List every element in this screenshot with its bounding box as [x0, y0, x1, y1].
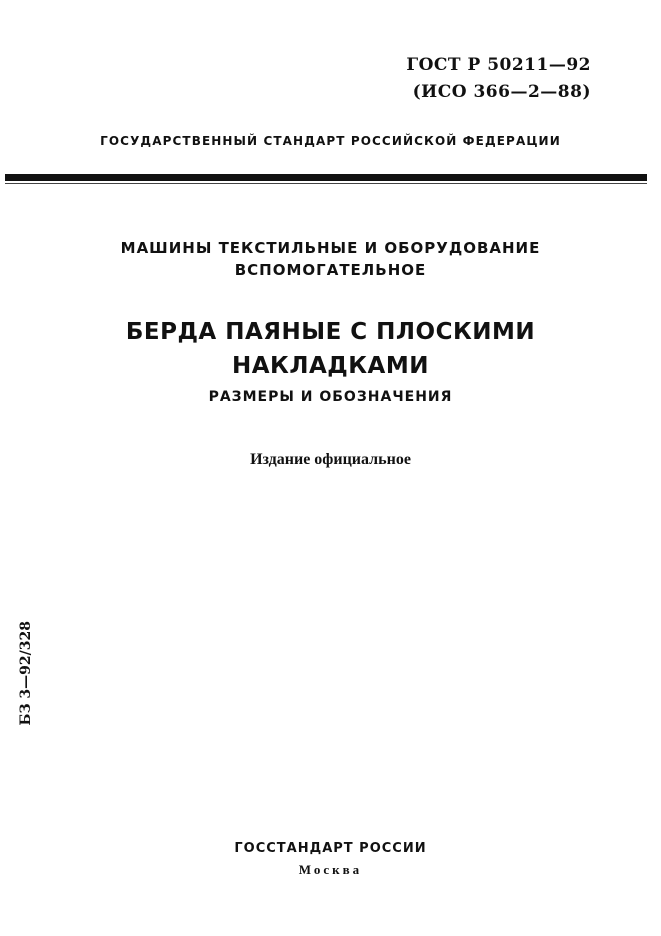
category-line-1: МАШИНЫ ТЕКСТИЛЬНЫЕ И ОБОРУДОВАНИЕ: [120, 239, 541, 257]
header-rule-thick: [5, 174, 647, 181]
side-code: БЗ 3—92/328: [18, 621, 34, 726]
standard-designation: [406, 52, 591, 106]
main-title-line-1: БЕРДА ПАЯНЫЕ С ПЛОСКИМИ: [125, 319, 536, 345]
gost-number: ГОСТ Р 50211—92: [406, 55, 591, 75]
subtitle: РАЗМЕРЫ И ОБОЗНАЧЕНИЯ: [208, 389, 453, 405]
category-line-2: ВСПОМОГАТЕЛЬНОЕ: [234, 261, 427, 279]
edition-label: Издание официальное: [250, 451, 411, 468]
main-title-line-2: НАКЛАДКАМИ: [232, 353, 429, 379]
publisher-city: Москва: [298, 862, 363, 877]
category-title: [0, 237, 661, 281]
publisher-name: ГОССТАНДАРТ РОССИИ: [234, 841, 427, 856]
main-title: [0, 315, 661, 383]
iso-reference: (ИСО 366—2—88): [412, 82, 591, 102]
standard-header: ГОСУДАРСТВЕННЫЙ СТАНДАРТ РОССИЙСКОЙ ФЕДЕРАЦИИ: [100, 134, 561, 148]
publisher: [0, 838, 661, 880]
header-rule-thin: [5, 183, 647, 184]
